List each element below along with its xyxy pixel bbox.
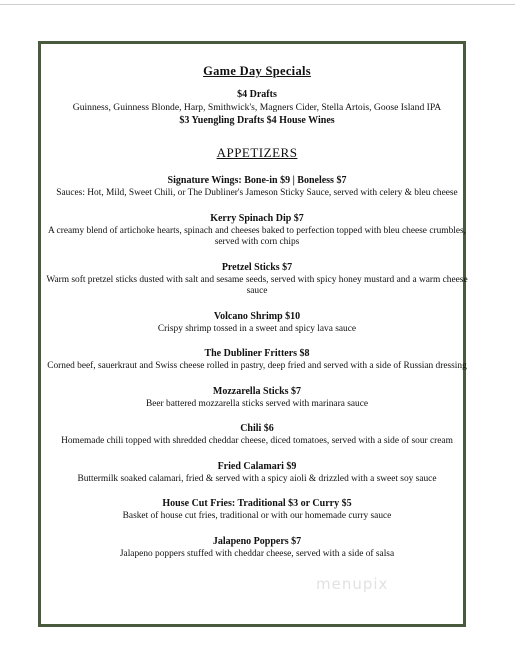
item-name: The Dubliner Fritters $8 <box>204 348 310 359</box>
specials-title: Game Day Specials <box>203 64 311 78</box>
item-name: Mozzarella Sticks $7 <box>212 385 302 397</box>
menu-item <box>40 461 474 486</box>
menu-item <box>40 262 474 298</box>
menu-item <box>40 213 474 249</box>
item-description: Sauces: Hot, Mild, Sweet Chili, or The Dubliner's Jameson Sticky Sauce, served with celery & bleu cheese <box>56 188 458 198</box>
menu-item <box>40 311 474 336</box>
item-name: House Cut Fries: Traditional $3 or Curry $5 <box>162 498 352 509</box>
item-description: Homemade chili topped with shredded cheddar cheese, diced tomatoes, served with a side of sour cream <box>61 436 453 446</box>
drafts-heading: $4 Drafts <box>237 89 277 100</box>
menu-content <box>40 64 474 573</box>
menu-item <box>40 175 474 200</box>
appetizers-title: APPETIZERS <box>216 145 298 160</box>
item-description: Warm soft pretzel sticks dusted with salt and sesame seeds, served with spicy honey mustard and a warm cheese sauce <box>46 274 468 296</box>
item-name: Kerry Spinach Dip $7 <box>210 212 304 224</box>
menu-item <box>40 498 474 523</box>
menu-item <box>40 536 474 561</box>
top-divider <box>0 4 515 5</box>
item-description: Crispy shrimp tossed in a sweet and spicy lava sauce <box>157 323 357 334</box>
menu-item <box>40 423 474 448</box>
item-description: Beer battered mozzarella sticks served with marinara sauce <box>145 398 369 409</box>
menu-item <box>40 348 474 373</box>
item-description: Corned beef, sauerkraut and Swiss cheese rolled in pastry, deep fried and served with a side of Russian dressing <box>47 361 467 371</box>
item-name: Volcano Shrimp $10 <box>213 310 301 322</box>
item-description: Buttermilk soaked calamari, fried & served with a spicy aioli & drizzled with a sweet soy sauce <box>77 473 437 484</box>
drafts-list: Guinness, Guinness Blonde, Harp, Smithwick's, Magners Cider, Stella Artois, Goose Island IPA <box>72 102 442 113</box>
item-description: Jalapeno poppers stuffed with cheddar cheese, served with a side of salsa <box>119 548 395 559</box>
item-name: Pretzel Sticks $7 <box>221 261 293 273</box>
item-description: A creamy blend of artichoke hearts, spinach and cheeses baked to perfection topped with bleu cheese crumbles, served with corn chips <box>47 225 467 247</box>
watermark: menupix <box>316 575 389 593</box>
menu-item <box>40 386 474 411</box>
item-name: Chili $6 <box>240 423 274 434</box>
item-description: Basket of house cut fries, traditional or with our homemade curry sauce <box>122 511 392 521</box>
drafts-extra: $3 Yuengling Drafts $4 House Wines <box>179 115 335 126</box>
item-name: Jalapeno Poppers $7 <box>212 535 302 547</box>
item-name: Signature Wings: Bone-in $9 | Boneless $7 <box>167 175 347 186</box>
item-name: Fried Calamari $9 <box>217 460 297 472</box>
